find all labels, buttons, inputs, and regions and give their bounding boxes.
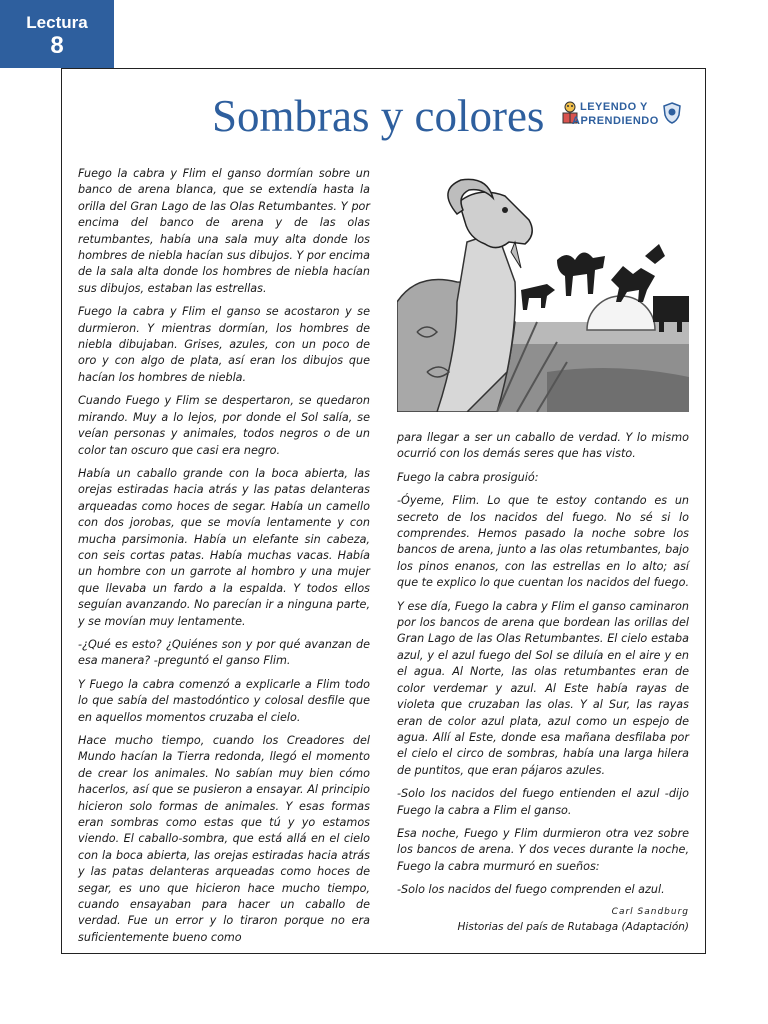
paragraph: Había un caballo grande con la boca abierta, las orejas estiradas hacia atrás y las patas delanteras arqueadas como hoces de segar. Había un camello con dos jorobas, que se movía lentamente y con mucha parsimonia. Había un elefante sin cabeza, con seis cortas patas. Había muchas vacas. Había un hombre con un garrote al hombro y una mujer que llevaba un fardo a la espalda. Y todos ellos seguían avanzando. No parecían ir a ninguna parte, y se movían muy lentamente. [78, 466, 370, 628]
paragraph: Fuego la cabra y Flim el ganso se acostaron y se durmieron. Y mientras dormían, los hombres de niebla dibujaban. Grises, azules, con un poco de oro y con algo de plata, así eran los dibujos que hacían los hombres de niebla. [78, 305, 370, 384]
goat-illustration [397, 172, 689, 412]
leyendo-aprendiendo-logo [560, 98, 684, 130]
left-column [78, 166, 370, 953]
logo-line-2: APRENDIENDO [572, 115, 659, 127]
page-title: Sombras y colores [212, 91, 545, 141]
shield-badge-icon [662, 102, 682, 124]
paragraph: Fuego la cabra y Flim el ganso dormían sobre un banco de arena blanca, que se extendía hasta la orilla del Gran Lago de las Olas Retumbantes. Y por encima del banco de arena y de las olas retumbantes, había una sala muy alta donde los hombres de niebla hacían sus dibujos. Y por encima de la sala alta donde los hombres de niebla hacían sus dibujos, estaban las estrellas. [78, 167, 370, 295]
paragraph: Y ese día, Fuego la cabra y Flim el ganso caminaron por los bancos de arena que bordean las orillas del Gran Lago de las Olas Retumbantes. El cielo estaba azul, y el azul fuego del Sol se diluía en el aire y en el agua. Al Norte, las olas retumbantes eran de color verdemar y azul. Al Este había rayas de violeta que cruzaban las olas. Y al Sur, las rayas eran de color azul plata, azul como un espejo de agua. Allí al Este, donde esa mañana desfilaba por el cielo el circo de sombras, había una larga hilera de puntitos, que eran pájaros azules. [397, 599, 689, 777]
source-citation: Historias del país de Rutabaga (Adaptación) [457, 921, 689, 933]
paragraph: -¿Qué es esto? ¿Quiénes son y por qué avanzan de esa manera? -preguntó el ganso Flim. [78, 637, 370, 668]
paragraph: Cuando Fuego y Flim se despertaron, se quedaron mirando. Muy a lo lejos, por donde el Sol salía, se veían personas y animales, todos negros o de un color tan oscuro que casi era negro. [78, 394, 370, 457]
right-column [397, 430, 689, 906]
paragraph: para llegar a ser un caballo de verdad. Y lo mismo ocurrió con los demás seres que has visto. [397, 431, 689, 461]
paragraph: Y Fuego la cabra comenzó a explicarle a Flim todo lo que sabía del mastodóntico y colosal desfile que en aquellos momentos cruzaba el cielo. [78, 677, 370, 724]
lectura-label: Lectura [26, 13, 88, 32]
paragraph: Hace mucho tiempo, cuando los Creadores del Mundo hacían la Tierra redonda, llegó el momento de crear los animales. No sabían muy bien cómo hacerlos, así que se pusieron a ensayar. Al principio hicieron solo formas de animales. Y esas formas eran sombras como estas que tú y yo estamos viendo. El caballo-sombra, que está allá en el cielo con la boca abierta, las orejas estiradas hacia atrás y las patas delanteras arqueadas como hoces de segar, es uno que hicieron hace mucho tiempo, cuando ensayaban para hacer un caballo de verdad. Fue un error y lo tiraron porque no era suficientemente bueno como [78, 734, 370, 944]
paragraph: -Solo los nacidos del fuego entienden el azul -dijo Fuego la cabra a Flim el ganso. [397, 787, 689, 817]
lectura-tab [0, 0, 114, 68]
paragraph: Esa noche, Fuego y Flim durmieron otra vez sobre los bancos de arena. Y dos veces durante la noche, Fuego la cabra murmuró en sueños: [397, 826, 689, 873]
paragraph: -Óyeme, Flim. Lo que te estoy contando es un secreto de los nacidos del fuego. No sé si lo comprendes. Hemos pasado la noche sobre los bancos de arena, junto a las olas retumbantes, bajo los pinos enanos, con las estrellas en lo alto; así que te explico lo que cuentan los nacidos del fuego. [397, 494, 690, 590]
lectura-number: 8 [50, 32, 64, 59]
logo-line-1: LEYENDO Y [580, 101, 648, 113]
paragraph: Fuego la cabra prosiguió: [397, 470, 539, 484]
author-name: Carl Sandburg [611, 907, 689, 917]
paragraph: -Solo los nacidos del fuego comprenden el azul. [397, 883, 665, 897]
